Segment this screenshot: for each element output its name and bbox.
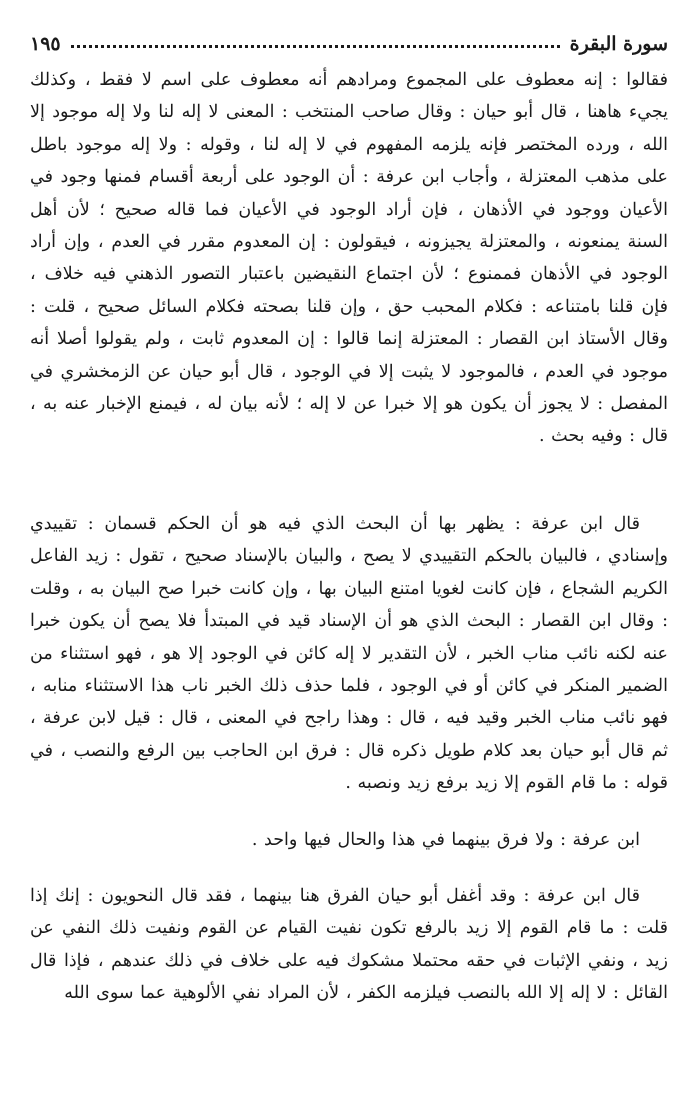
header-dotted-leader (71, 45, 560, 48)
paragraph-4: قال ابن عرفة : وقد أغفل أبو حيان الفرق هنا بينهما ، فقد قال النحويون : إنك إذا قلت : ما قام القوم إلا زيد بالرفع تكون نفيت القيام عن القوم ونفيت ذلك النفي عن زيد ، ونفي الإثبات في حقه محتملا مشكوك فيه على خلاف في ذلك عندهم ، فإذا قال القائل : لا إله إلا الله بالنصب فيلزمه الكفر ، لأن المراد نفي الألوهية عما سوى الله (30, 886, 668, 1004)
page-header (30, 30, 668, 58)
paragraph-3: ابن عرفة : ولا فرق بينهما في هذا والحال فيها واحد . (251, 829, 640, 850)
paragraph-1: فقالوا : إنه معطوف على المجموع ومرادهم أنه معطوف على اسم لا فقط ، وكذلك يجيء هاهنا ، قال أبو حيان : وقال صاحب المنتخب : المعنى لا إله لنا ولا إله موجود إلا الله ، ورده المختصر فإنه يلزمه المفهوم في لا إله لنا ، وقوله : ولا إله موجود باطل على مذهب المعتزلة ، وأجاب ابن عرفة : أن الوجود على أربعة أقسام فمنها وجود في الأعيان ووجود في الأذهان ، فإن أراد الوجود في الأعيان فما قاله صحيح ؛ لأن أهل السنة يمنعونه ، والمعتزلة يجيزونه ، فيقولون : إن المعدوم مقرر في العدم ، وإن أراد الوجود في الأذهان فممنوع ؛ لأن اجتماع النقيضين باعتبار التصور الذهني فيه خلاف ، فإن قلنا بامتناعه : فكلام المحبب حق ، وإن قلنا بصحته فكلام السائل صحيح ، قلت : وقال الأستاذ ابن القصار : المعتزلة إنما قالوا : إن المعدوم ثابت ، ولم يقولوا أصلا أنه موجود في العدم ، فالموجود لا يثبت إلا في الوجود ، قال أبو حيان عن الزمخشري في المفصل : لا يجوز أن يكون هو إلا خبرا عن لا إله ؛ لأنه بيان له ، فيمنع الإخبار عنه به ، قال : وفيه بحث . (30, 70, 668, 447)
surah-title: سورة البقرة (569, 33, 668, 55)
page-number: ١٩٥ (30, 33, 61, 55)
paragraph-2: قال ابن عرفة : يظهر بها أن البحث الذي فيه هو أن الحكم قسمان : تقييدي وإسنادي ، فالبيان بالحكم التقييدي لا يصح ، والبيان بالإسناد صحيح ، تقول : زيد الفاعل الكريم الشجاع ، فإن كانت لغويا امتنع البيان بها ، وإن كانت خبرا صح البيان به ، وقلت : وقال ابن القصار : البحث الذي هو أن الإسناد قيد في المبتدأ فلا يصح أن يكون خبرا عنه لكنه نائب مناب الخبر ، لأن التقدير لا إله كائن في الوجود إلا هو ، فهو استثناء من الضمير المنكر في كائن أو في الوجود ، فلما حذف ذلك الخبر ناب هذا الاستثناء منابه ، فهو نائب مناب الخبر وقيد فيه ، قال : وهذا راجح في المعنى ، قال : قيل لابن عرفة ، ثم قال أبو حيان بعد كلام طويل ذكره قال : فرق ابن الحاجب بين الرفع والنصب ، في قوله : ما قام القوم إلا زيد برفع زيد ونصبه . (30, 514, 668, 794)
book-page (30, 30, 668, 1080)
